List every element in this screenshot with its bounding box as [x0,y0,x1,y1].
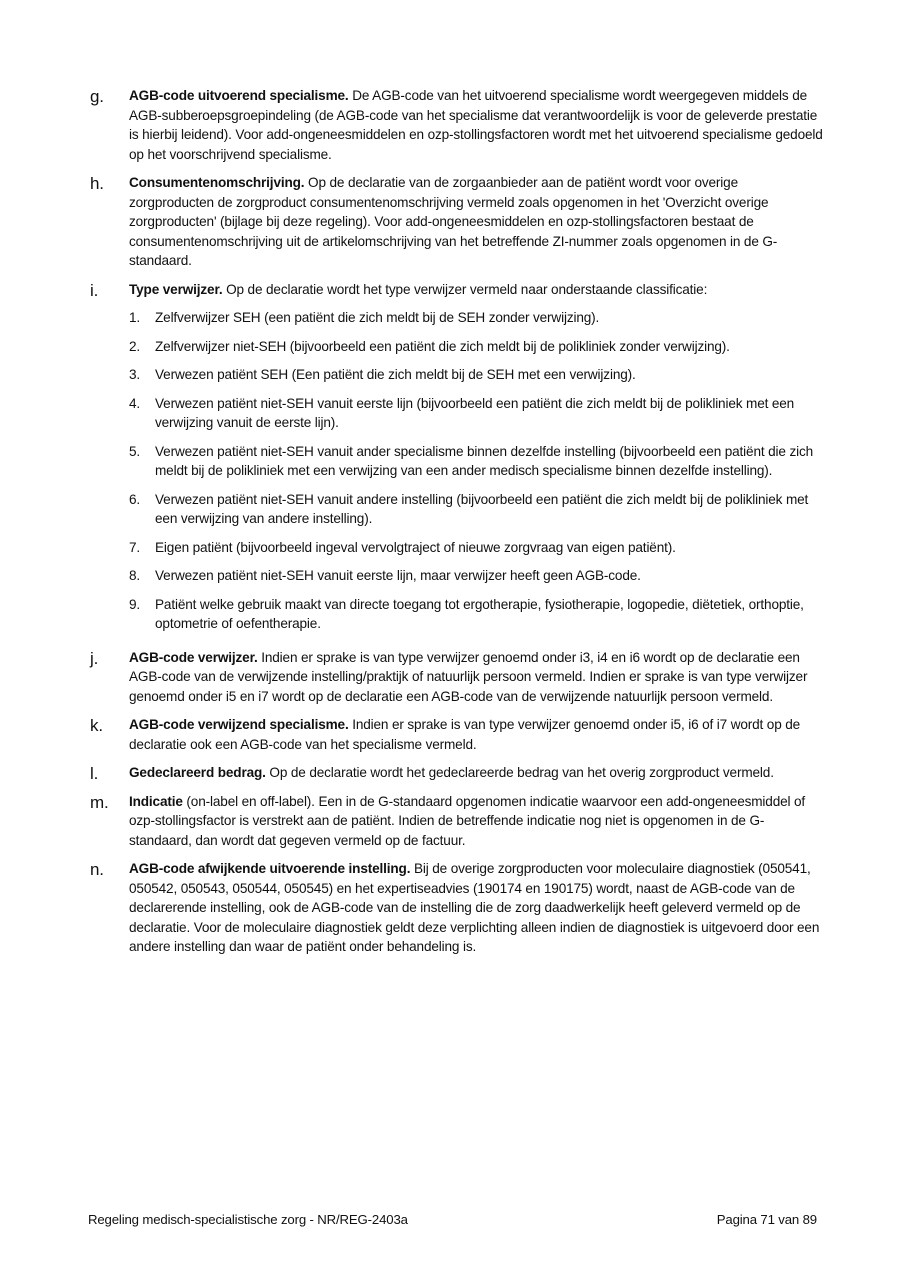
item-text: Indien er sprake is van type verwijzer genoemd onder i3, i4 en i6 wordt op de declaratie een AGB-code van de verwijzende instelling/praktijk of natuurlijk persoon vermeld. Indien er sprake is van type verwijzer genoemd onder i5 en i7 wordt op de declaratie een AGB-code van de verwijzende natuurlijk persoon vermeld. [129,649,808,704]
list-item-k [90,715,825,754]
item-heading: AGB-code afwijkende uitvoerende instelling. [129,861,411,876]
sub-item-number: 8. [129,568,141,583]
page-number: Pagina 71 van 89 [716,1212,817,1227]
sub-item-text: Verwezen patiënt niet-SEH vanuit andere instelling (bijvoorbeeld een patiënt die zich meldt bij de polikliniek met een verwijzing van andere instelling). [155,491,809,526]
item-heading: Consumentenomschrijving. [129,175,305,190]
sub-item-number: 1. [129,310,141,325]
item-heading: AGB-code uitvoerend specialisme. [129,88,349,103]
item-text: Op de declaratie van de zorgaanbieder aan de patiënt wordt voor overige zorgproducten de zorgproduct consumentenomschrijving vermeld zoals opgenomen in het 'Overzicht overige zorgproducten' (bijlage bij deze regeling). Voor add-ongeneesmiddelen en ozp-stollingsfactoren bestaat de consumentenomschrijving uit de artikelomschrijving van het betreffende ZI-nummer zoals opgenomen in de G-standaard. [129,175,778,268]
item-text: Bij de overige zorgproducten voor moleculaire diagnostiek (050541, 050542, 050543, 050544, 050545) en het expertiseadvies (190174 en 190175) wordt, naast de AGB-code van de declarerende instelling, ook de AGB-code van de instelling die de zorg daadwerkelijk heeft geleverd vermeld op de declaratie. Voor de moleculaire diagnostiek geldt deze verplichting alleen indien de diagnostiek is uitgevoerd door een andere instelling dan waar de patiënt onder behandeling is. [129,861,820,954]
item-marker: m. [90,792,109,812]
sub-list-item [129,308,825,328]
item-heading: Type verwijzer. [129,281,223,297]
sub-list-item [129,365,825,385]
sub-list-item [129,538,825,558]
item-text: (on-label en off-label). Een in de G-standaard opgenomen indicatie waarvoor een add-ongeneesmiddel of ozp-stollingsfactor is verstrekt aan de patiënt. Indien de betreffende indicatie nog niet is opgenomen in de G-standaard, dan wordt dat gegeven vermeld op de factuur. [129,793,806,848]
item-marker: l. [90,764,99,783]
sub-item-number: 9. [129,596,141,612]
item-marker: k. [90,716,103,735]
item-marker: j. [90,648,99,668]
sub-item-number: 3. [129,367,141,382]
list-item-l [90,763,825,783]
sub-item-text: Zelfverwijzer SEH (een patiënt die zich meldt bij de SEH zonder verwijzing). [155,310,600,325]
list-item-h [90,173,825,271]
list-item-i [90,280,825,634]
page-footer [88,1212,817,1227]
sub-list-item [129,394,825,433]
sub-list-item [129,566,825,586]
item-text: Op de declaratie wordt het type verwijzer vermeld naar onderstaande classificatie: [222,281,708,297]
list-item-n [90,859,825,957]
item-text: De AGB-code van het uitvoerend specialisme wordt weergegeven middels de AGB-subberoepsgroepindeling (de AGB-code van het specialisme dat verantwoordelijk is voor de geleverde prestatie is hierbij leidend). Voor add-ongeneesmiddelen en ozp-stollingsfactoren wordt met het uitvoerend specialisme gedoeld op het voorschrijvend specialisme. [129,88,823,162]
sub-list-item [129,442,825,481]
referrer-type-list [129,308,825,634]
sub-item-number: 6. [129,491,141,507]
list-item-m [90,792,825,851]
sub-list-item [129,337,825,357]
document-body [90,86,825,966]
sub-item-text: Eigen patiënt (bijvoorbeeld ingeval vervolgtraject of nieuwe zorgvraag van eigen patiënt). [155,539,676,555]
item-text: Indien er sprake is van type verwijzer genoemd onder i5, i6 of i7 wordt op de declaratie ook een AGB-code van het specialisme vermeld. [129,717,801,752]
sub-item-number: 4. [129,395,141,411]
sub-item-text: Verwezen patiënt niet-SEH vanuit eerste lijn, maar verwijzer heeft geen AGB-code. [155,568,641,583]
item-text: Op de declaratie wordt het gedeclareerde bedrag van het overig zorgproduct vermeld. [265,765,774,780]
sub-list-item [129,490,825,529]
sub-item-text: Patiënt welke gebruik maakt van directe toegang tot ergotherapie, fysiotherapie, logopedie, diëtetiek, orthoptie, optometrie of oefentherapie. [155,596,804,631]
item-marker: g. [90,87,104,106]
item-marker: i. [90,280,99,300]
item-marker: h. [90,174,104,193]
sub-list-item [129,595,825,634]
sub-item-number: 7. [129,539,141,555]
sub-item-text: Verwezen patiënt SEH (Een patiënt die zich meldt bij de SEH met een verwijzing). [155,367,636,382]
sub-item-text: Zelfverwijzer niet-SEH (bijvoorbeeld een patiënt die zich meldt bij de polikliniek zonder verwijzing). [155,338,730,354]
list-item-g [90,86,825,164]
list-item-j [90,648,825,707]
item-heading: Gedeclareerd bedrag. [129,765,266,780]
sub-item-number: 2. [129,338,141,354]
item-heading: AGB-code verwijzend specialisme. [129,717,349,732]
sub-item-number: 5. [129,443,141,459]
item-marker: n. [90,860,104,879]
item-heading: Indicatie [129,793,183,809]
sub-item-text: Verwezen patiënt niet-SEH vanuit ander specialisme binnen dezelfde instelling (bijvoorbeeld een patiënt die zich meldt bij de polikliniek met een verwijzing van een ander medisch specialisme binnen dezelfde instelling). [155,443,814,478]
footer-document-title: Regeling medisch-specialistische zorg - NR/REG-2403a [88,1212,408,1227]
sub-item-text: Verwezen patiënt niet-SEH vanuit eerste lijn (bijvoorbeeld een patiënt die zich meldt bij de polikliniek met een verwijzing vanuit de eerste lijn). [155,395,795,430]
item-heading: AGB-code verwijzer. [129,649,258,665]
